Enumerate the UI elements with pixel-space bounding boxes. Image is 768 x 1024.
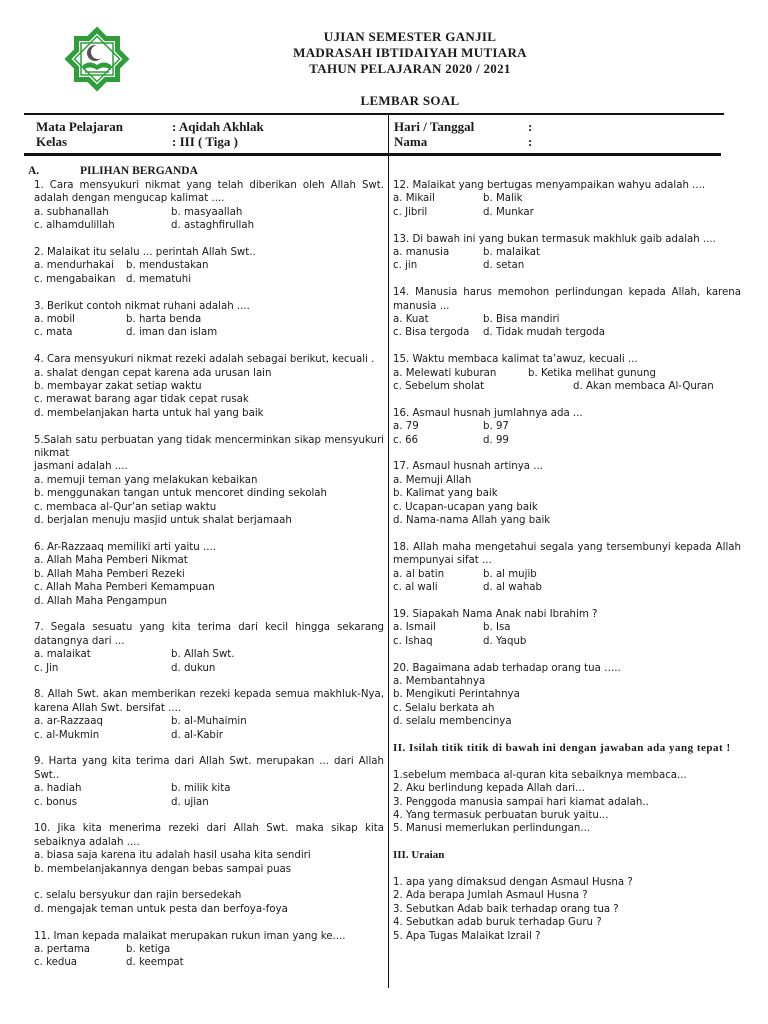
option-a[interactable]: a. biasa saja karena itu adalah hasil usaha kita sendiri [34, 850, 311, 862]
question-text: 20. Bagaimana adab terhadap orang tua ….. [393, 662, 621, 674]
option-a[interactable]: a. hadiah [34, 783, 82, 795]
essay-item-1: 1. apa yang dimaksud dengan Asmaul Husna ? [393, 876, 633, 888]
option-c[interactable]: c. bonus [34, 796, 77, 808]
options [34, 474, 384, 528]
option-a[interactable]: a. Memuji Allah [393, 474, 472, 486]
option-b[interactable]: b. 97 [483, 421, 509, 433]
option-d[interactable]: d. setan [483, 260, 525, 272]
option-c[interactable]: c. alhamdulillah [34, 220, 115, 232]
question-text: 12. Malaikat yang bertugas menyampaikan wahyu adalah .... [393, 180, 706, 191]
option-b[interactable]: b. Allah Maha Pemberi Rezeki [34, 568, 185, 580]
option-b[interactable]: b. Bisa mandiri [483, 314, 560, 326]
option-b[interactable]: b. al-Muhaimin [171, 716, 247, 728]
option-a[interactable]: a. mobil [34, 314, 76, 326]
option-a[interactable]: a. shalat dengan cepat karena ada urusan lain [34, 367, 272, 379]
option-c[interactable]: c. Bisa tergoda [393, 327, 470, 339]
option-b[interactable]: b. Ketika melihat gunung [528, 367, 656, 379]
option-c[interactable]: c. al-Mukmin [34, 729, 100, 741]
option-c[interactable]: c. 66 [393, 434, 419, 446]
name-label: Nama [394, 134, 428, 149]
option-c[interactable]: c. Jibril [393, 206, 428, 218]
option-d[interactable]: d. astaghfirullah [171, 220, 255, 232]
options [393, 568, 741, 595]
question-text: 8. Allah Swt. akan memberikan rezeki kepada semua makhluk-Nya, karena Allah Swt. bersifat .... [34, 689, 384, 714]
options [34, 715, 384, 742]
name-value: : [528, 134, 533, 149]
question-text: 19. Siapakah Nama Anak nabi Ibrahim ? [393, 608, 598, 620]
question-18 [393, 541, 741, 595]
option-b[interactable]: b. membayar zakat setiap waktu [34, 381, 202, 393]
question-text: 14. Manusia harus memohon perlindungan kepada Allah, karena manusia ... [393, 287, 741, 312]
section-b-title: II. Isilah titik titik di bawah ini dengan jawaban ada yang tepat ! [393, 741, 731, 754]
fill-item-5: 5. Manusi memerlukan perlindungan... [393, 823, 591, 835]
essay-item-3: 3. Sebutkan Adab baik terhadap orang tua ? [393, 903, 619, 915]
option-a[interactable]: a. memuji teman yang melakukan kebaikan [34, 474, 258, 486]
sheet-title: LEMBAR SOAL [360, 93, 460, 108]
question-20 [393, 662, 741, 729]
options [34, 849, 384, 916]
question-text: 13. Di bawah ini yang bukan termasuk makhluk gaib adalah .... [393, 233, 716, 245]
option-d[interactable]: d. ujian [171, 796, 209, 808]
question-3 [34, 300, 384, 340]
options [34, 259, 384, 286]
fill-item-1: 1.sebelum membaca al-quran kita sebaiknya membaca... [393, 769, 687, 781]
section-a-letter: A. [28, 165, 40, 177]
option-a[interactable]: a. subhanallah [34, 206, 109, 218]
question-text: 11. Iman kepada malaikat merupakan rukun iman yang ke.... [34, 930, 346, 942]
option-d[interactable]: d. membelanjakan harta untuk hal yang baik [34, 407, 264, 419]
option-d[interactable]: d. Allah Maha Pengampun [34, 595, 167, 607]
day-value: : [528, 119, 533, 134]
question-text: 17. Asmaul husnah artinya ... [393, 461, 543, 473]
option-b[interactable]: b. harta benda [126, 314, 202, 326]
option-d[interactable]: d. Akan membaca Al-Quran [573, 381, 714, 393]
class-value: : III ( Tiga ) [172, 134, 238, 149]
option-c[interactable]: c. Ucapan-ucapan yang baik [393, 501, 538, 513]
fill-item-2: 2. Aku berlindung kepada Allah dari... [393, 783, 585, 795]
question-text: 10. Jika kita menerima rezeki dari Allah Swt. maka sikap kita sebaiknya adalah .... [34, 823, 384, 848]
right-column [393, 179, 741, 943]
option-d[interactable]: d. 99 [483, 434, 509, 446]
option-b[interactable]: b. al mujib [483, 568, 537, 580]
question-16 [393, 407, 741, 447]
option-c[interactable]: c. kedua [34, 957, 78, 969]
essay-item-5: 5. Apa Tugas Malaikat Izrail ? [393, 930, 541, 942]
option-b[interactable]: b. Allah Swt. [171, 649, 235, 661]
question-text: 4. Cara mensyukuri nikmat rezeki adalah sebagai berikut, kecuali . [34, 354, 375, 366]
options [393, 621, 741, 648]
essay-item-2: 2. Ada berapa Jumlah Asmaul Husna ? [393, 890, 588, 902]
option-b[interactable]: b. Mengikuti Perintahnya [393, 689, 520, 701]
options [34, 206, 384, 233]
option-a[interactable]: a. Membantahnya [393, 675, 486, 687]
option-c[interactable]: c. Allah Maha Pemberi Kemampuan [34, 582, 215, 594]
options [34, 313, 384, 340]
option-a[interactable]: a. pertama [34, 943, 91, 955]
option-d[interactable]: d. al wahab [483, 582, 542, 594]
option-b[interactable]: b. milik kita [171, 783, 231, 795]
section-a-title: PILIHAN BERGANDA [80, 165, 198, 177]
question-text-cont: jasmani adalah .... [34, 461, 128, 473]
option-a[interactable]: a. al batin [393, 568, 445, 580]
question-text: 1. Cara mensyukuri nikmat yang telah diberikan oleh Allah Swt. adalah dengan mengucap kalimat .... [34, 180, 384, 205]
fill-item-4: 4. Yang termasuk perbuatan buruk yaitu... [393, 809, 609, 821]
section-c-title: III. Uraian [393, 849, 445, 862]
left-column [34, 179, 384, 970]
options [393, 474, 741, 528]
options [34, 648, 384, 675]
option-a[interactable]: a. malaikat [34, 649, 91, 661]
question-text: 18. Allah maha mengetahui segala yang tersembunyi kepada Allah mempunyai sifat ... [393, 541, 741, 567]
option-d[interactable]: d. dukun [171, 662, 216, 674]
options [34, 554, 384, 608]
logo-star-icon [62, 24, 132, 94]
option-b[interactable]: b. malaikat [483, 247, 540, 259]
subject-value: : Aqidah Akhlak [172, 119, 264, 134]
fill-item-3: 3. Penggoda manusia sampai hari kiamat adalah.. [393, 796, 649, 808]
options [34, 367, 384, 421]
options [34, 943, 384, 970]
column-divider [388, 114, 389, 988]
option-c[interactable]: c. Ishaq [393, 635, 433, 647]
option-c[interactable]: c. selalu bersyukur dan rajin bersedekah [34, 890, 242, 902]
options [34, 782, 384, 809]
option-c[interactable]: c. merawat barang agar tidak cepat rusak [34, 394, 249, 406]
section-b [393, 742, 741, 836]
question-11 [34, 930, 384, 970]
question-text: 7. Segala sesuatu yang kita terima dari kecil hingga sekarang datangnya dari ... [34, 622, 384, 647]
option-b[interactable]: b. Kalimat yang baik [393, 488, 498, 500]
option-a[interactable]: a. 79 [393, 421, 419, 433]
question-text: 9. Harta yang kita terima dari Allah Swt. merupakan ... dari Allah Swt.. [34, 756, 384, 781]
option-c[interactable]: c. jin [393, 260, 418, 272]
option-d[interactable]: d. Nama-nama Allah yang baik [393, 515, 551, 527]
option-b[interactable]: b. Malik [483, 193, 523, 205]
question-14 [393, 286, 741, 340]
options [393, 367, 741, 394]
question-17 [393, 460, 741, 527]
option-d[interactable]: d. mematuhi [126, 273, 192, 285]
question-15 [393, 353, 741, 393]
section-c [393, 849, 741, 943]
option-c[interactable]: c. Selalu berkata ah [393, 702, 495, 714]
question-text: 16. Asmaul husnah jumlahnya ada ... [393, 407, 583, 419]
class-label: Kelas [36, 134, 68, 149]
info-rule [24, 153, 721, 156]
options [393, 420, 741, 447]
option-c[interactable]: c. mengabaikan [34, 273, 116, 285]
essay-item-4: 4. Sebutkan adab buruk terhadap Guru ? [393, 917, 602, 929]
options [393, 675, 741, 729]
question-4 [34, 353, 384, 420]
question-7 [34, 621, 384, 675]
option-b[interactable]: b. mendustakan [126, 260, 209, 272]
option-b[interactable]: b. masyaallah [171, 206, 243, 218]
question-text: 15. Waktu membaca kalimat ta’awuz, kecuali ... [393, 354, 638, 366]
header-line-3: TAHUN PELAJARAN 2020 / 2021 [309, 61, 511, 76]
question-text: 6. Ar-Razzaaq memiliki arti yaitu .... [34, 541, 216, 553]
options [393, 192, 741, 219]
question-19 [393, 608, 741, 648]
question-9 [34, 755, 384, 809]
day-label: Hari / Tanggal [394, 119, 475, 134]
option-d[interactable]: d. Tidak mudah tergoda [483, 327, 605, 339]
question-text: 3. Berikut contoh nikmat ruhani adalah .... [34, 300, 250, 312]
option-c[interactable]: c. Sebelum sholat [393, 381, 485, 393]
question-5 [34, 434, 384, 528]
option-b[interactable]: b. menggunakan tangan untuk mencoret dinding sekolah [34, 488, 327, 500]
option-a[interactable]: a. manusia [393, 247, 450, 259]
question-13 [393, 233, 741, 273]
option-c[interactable]: c. membaca al-Qur’an setiap waktu [34, 501, 217, 513]
school-logo [62, 24, 132, 94]
option-d[interactable]: d. al-Kabir [171, 729, 223, 741]
option-b[interactable]: b. ketiga [126, 943, 171, 955]
option-a[interactable]: a. Allah Maha Pemberi Nikmat [34, 555, 188, 567]
question-8 [34, 688, 384, 742]
option-a[interactable]: a. Kuat [393, 314, 429, 326]
option-c[interactable]: c. al wali [393, 582, 438, 594]
question-text: 2. Malaikat itu selalu ... perintah Allah Swt.. [34, 247, 256, 259]
header-line-1: UJIAN SEMESTER GANJIL [323, 29, 497, 44]
question-10 [34, 822, 384, 916]
question-6 [34, 541, 384, 608]
option-a[interactable]: a. Melewati kuburan [393, 367, 497, 379]
question-1 [34, 179, 384, 233]
option-b[interactable]: b. membelanjakannya dengan bebas sampai puas [34, 863, 292, 875]
options [393, 246, 741, 273]
option-c[interactable]: c. Jin [34, 662, 59, 674]
option-d[interactable]: d. selalu membencinya [393, 716, 512, 728]
option-c[interactable]: c. mata [34, 327, 73, 339]
option-spacer [34, 876, 384, 889]
option-a[interactable]: a. Mikail [393, 193, 435, 205]
option-d[interactable]: d. Yaqub [483, 635, 527, 647]
option-b[interactable]: b. Isa [483, 622, 511, 634]
subject-label: Mata Pelajaran [36, 119, 124, 134]
top-rule [24, 113, 724, 115]
option-d[interactable]: d. berjalan menuju masjid untuk shalat berjamaah [34, 515, 292, 527]
question-text: 5.Salah satu perbuatan yang tidak mencerminkan sikap mensyukuri nikmat [34, 434, 384, 460]
option-d[interactable]: d. keempat [126, 957, 184, 969]
options [393, 313, 741, 340]
option-d[interactable]: d. Munkar [483, 206, 534, 218]
option-a[interactable]: a. Ismail [393, 622, 436, 634]
option-d[interactable]: d. mengajak teman untuk pesta dan berfoya-foya [34, 903, 288, 915]
option-d[interactable]: d. iman dan islam [126, 327, 218, 339]
question-12 [393, 179, 741, 219]
option-a[interactable]: a. ar-Razzaaq [34, 716, 103, 728]
option-a[interactable]: a. mendurhakai [34, 260, 114, 272]
header-line-2: MADRASAH IBTIDAIYAH MUTIARA [293, 45, 527, 60]
question-2 [34, 246, 384, 286]
